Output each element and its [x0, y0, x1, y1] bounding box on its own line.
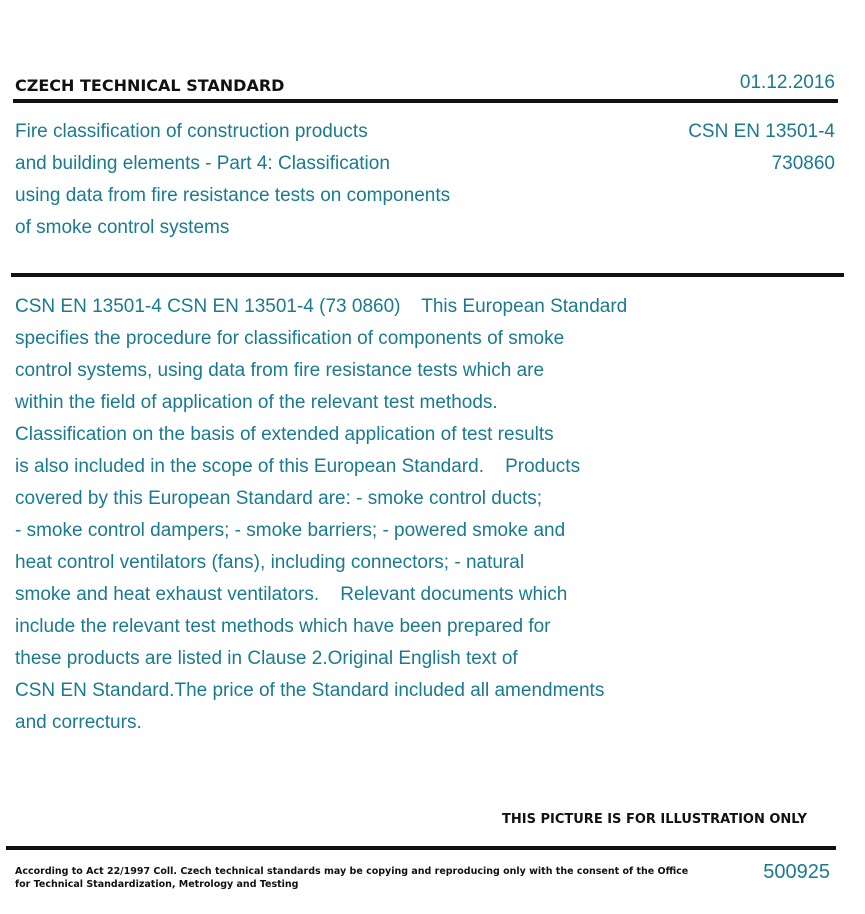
footer-rule	[6, 846, 836, 850]
legal-notice	[15, 865, 688, 891]
legal-line: According to Act 22/1997 Coll. Czech technical standards may be copying and reproducing only with the consent of the Office	[15, 866, 689, 877]
abstract-line: is also included in the scope of this European Standard. Products	[15, 456, 581, 477]
abstract-line: CSN EN 13501-4 CSN EN 13501-4 (73 0860) This European Standard	[15, 296, 628, 317]
abstract-line: control systems, using data from fire resistance tests which are	[15, 360, 545, 381]
standard-code: CSN EN 13501-4	[688, 121, 835, 142]
catalog-number: 500925	[763, 861, 830, 883]
title-line: of smoke control systems	[15, 217, 230, 238]
illustration-note: THIS PICTURE IS FOR ILLUSTRATION ONLY	[502, 812, 807, 827]
legal-line: for Technical Standardization, Metrology and Testing	[15, 879, 299, 890]
abstract-line: these products are listed in Clause 2.Original English text of	[15, 648, 518, 669]
abstract-line: heat control ventilators (fans), including connectors; - natural	[15, 552, 525, 573]
standard-number: 730860	[771, 153, 835, 174]
abstract-line: specifies the procedure for classification of components of smoke	[15, 328, 565, 349]
abstract-line: smoke and heat exhaust ventilators. Relevant documents which	[15, 584, 568, 605]
abstract-line: and correcturs.	[15, 712, 142, 733]
abstract-line: CSN EN Standard.The price of the Standard included all amendments	[15, 680, 605, 701]
title-rule	[11, 273, 844, 277]
abstract-line: covered by this European Standard are: - smoke control ducts;	[15, 488, 542, 509]
standard-title	[15, 116, 450, 244]
standard-type-label: CZECH TECHNICAL STANDARD	[15, 76, 285, 95]
abstract-line: within the field of application of the relevant test methods.	[15, 392, 498, 413]
abstract-line: include the relevant test methods which have been prepared for	[15, 616, 551, 637]
standard-identifiers	[688, 116, 835, 180]
abstract-line: - smoke control dampers; - smoke barriers; - powered smoke and	[15, 520, 566, 541]
standard-abstract	[15, 291, 627, 739]
title-line: using data from fire resistance tests on components	[15, 185, 451, 206]
header-rule	[13, 99, 838, 103]
title-line: and building elements - Part 4: Classification	[15, 153, 390, 174]
publication-date: 01.12.2016	[739, 72, 835, 93]
abstract-line: Classification on the basis of extended application of test results	[15, 424, 554, 445]
title-line: Fire classification of construction products	[15, 121, 368, 142]
